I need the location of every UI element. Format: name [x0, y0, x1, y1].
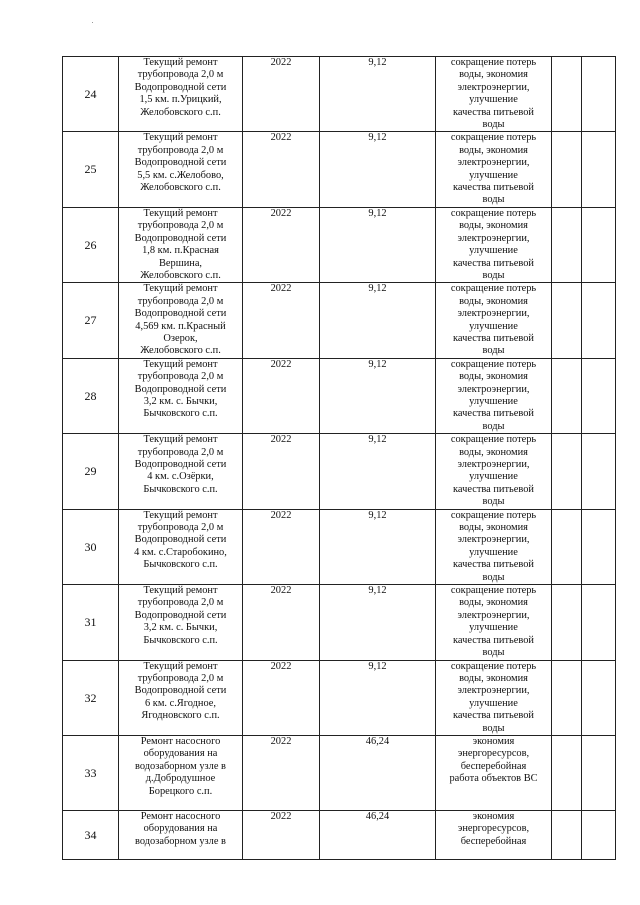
work-amount: 9,12 [320, 57, 436, 132]
empty-cell-2 [582, 283, 616, 358]
work-effect: сокращение потерь воды, экономия электроэнергии, улучшение качества питьевой воды [436, 434, 552, 509]
empty-cell-2 [582, 57, 616, 132]
empty-cell-1 [552, 735, 582, 810]
work-amount: 9,12 [320, 434, 436, 509]
row-number: 31 [63, 585, 119, 660]
work-year: 2022 [243, 735, 320, 810]
empty-cell-2 [582, 810, 616, 859]
table-row [63, 132, 616, 207]
table-row [63, 57, 616, 132]
work-description: Ремонт насосного оборудования на водозаборном узле в д.Добродушное Борецкого с.п. [119, 735, 243, 810]
table-row [63, 283, 616, 358]
work-year: 2022 [243, 660, 320, 735]
table-body [63, 57, 616, 860]
row-number: 32 [63, 660, 119, 735]
work-year: 2022 [243, 207, 320, 282]
empty-cell-2 [582, 132, 616, 207]
empty-cell-2 [582, 660, 616, 735]
empty-cell-1 [552, 660, 582, 735]
empty-cell-2 [582, 509, 616, 584]
work-amount: 46,24 [320, 810, 436, 859]
work-amount: 9,12 [320, 283, 436, 358]
work-amount: 9,12 [320, 509, 436, 584]
work-effect: сокращение потерь воды, экономия электроэнергии, улучшение качества питьевой воды [436, 660, 552, 735]
table-row [63, 660, 616, 735]
empty-cell-2 [582, 585, 616, 660]
work-description: Текущий ремонт трубопровода 2,0 м Водопроводной сети 4,569 км. п.Красный Озерок, Желобовского с.п. [119, 283, 243, 358]
work-amount: 46,24 [320, 735, 436, 810]
empty-cell-2 [582, 358, 616, 433]
table-row [63, 735, 616, 810]
work-year: 2022 [243, 434, 320, 509]
work-amount: 9,12 [320, 660, 436, 735]
empty-cell-1 [552, 207, 582, 282]
table-row [63, 585, 616, 660]
work-amount: 9,12 [320, 207, 436, 282]
work-year: 2022 [243, 509, 320, 584]
work-description: Текущий ремонт трубопровода 2,0 м Водопроводной сети 5,5 км. с.Желобово, Желобовского с.п. [119, 132, 243, 207]
table-row [63, 358, 616, 433]
work-description: Текущий ремонт трубопровода 2,0 м Водопроводной сети 1,8 км. п.Красная Вершина, Желобовского с.п. [119, 207, 243, 282]
table-row [63, 509, 616, 584]
work-year: 2022 [243, 283, 320, 358]
empty-cell-1 [552, 434, 582, 509]
work-effect: сокращение потерь воды, экономия электроэнергии, улучшение качества питьевой воды [436, 57, 552, 132]
work-effect: сокращение потерь воды, экономия электроэнергии, улучшение качества питьевой воды [436, 585, 552, 660]
work-effect: сокращение потерь воды, экономия электроэнергии, улучшение качества питьевой воды [436, 358, 552, 433]
row-number: 25 [63, 132, 119, 207]
row-number: 33 [63, 735, 119, 810]
work-year: 2022 [243, 810, 320, 859]
work-description: Текущий ремонт трубопровода 2,0 м Водопроводной сети 3,2 км. с. Бычки, Бычковского с.п. [119, 585, 243, 660]
empty-cell-2 [582, 207, 616, 282]
work-description: Текущий ремонт трубопровода 2,0 м Водопроводной сети 1,5 км. п.Урицкий, Желобовского с.п. [119, 57, 243, 132]
work-effect: сокращение потерь воды, экономия электроэнергии, улучшение качества питьевой воды [436, 509, 552, 584]
row-number: 27 [63, 283, 119, 358]
work-description: Текущий ремонт трубопровода 2,0 м Водопроводной сети 6 км. с.Ягодное, Ягодновского с.п. [119, 660, 243, 735]
table-row [63, 207, 616, 282]
row-number: 30 [63, 509, 119, 584]
work-effect: экономия энергоресурсов, бесперебойная [436, 810, 552, 859]
work-amount: 9,12 [320, 585, 436, 660]
empty-cell-1 [552, 132, 582, 207]
scan-mark [92, 22, 93, 23]
empty-cell-2 [582, 735, 616, 810]
empty-cell-2 [582, 434, 616, 509]
work-effect: сокращение потерь воды, экономия электроэнергии, улучшение качества питьевой воды [436, 207, 552, 282]
empty-cell-1 [552, 810, 582, 859]
work-description: Текущий ремонт трубопровода 2,0 м Водопроводной сети 4 км. с.Старобокино, Бычковского с.п. [119, 509, 243, 584]
work-year: 2022 [243, 358, 320, 433]
row-number: 26 [63, 207, 119, 282]
table-row [63, 434, 616, 509]
empty-cell-1 [552, 358, 582, 433]
work-amount: 9,12 [320, 132, 436, 207]
work-year: 2022 [243, 132, 320, 207]
works-table [62, 56, 616, 860]
work-description: Текущий ремонт трубопровода 2,0 м Водопроводной сети 3,2 км. с. Бычки, Бычковского с.п. [119, 358, 243, 433]
table-row [63, 810, 616, 859]
empty-cell-1 [552, 57, 582, 132]
work-effect: экономия энергоресурсов, бесперебойная работа объектов ВС [436, 735, 552, 810]
empty-cell-1 [552, 283, 582, 358]
work-year: 2022 [243, 57, 320, 132]
work-effect: сокращение потерь воды, экономия электроэнергии, улучшение качества питьевой воды [436, 132, 552, 207]
work-year: 2022 [243, 585, 320, 660]
row-number: 29 [63, 434, 119, 509]
work-amount: 9,12 [320, 358, 436, 433]
work-description: Текущий ремонт трубопровода 2,0 м Водопроводной сети 4 км. с.Озёрки, Бычковского с.п. [119, 434, 243, 509]
empty-cell-1 [552, 585, 582, 660]
row-number: 24 [63, 57, 119, 132]
work-description: Ремонт насосного оборудования на водозаборном узле в [119, 810, 243, 859]
empty-cell-1 [552, 509, 582, 584]
row-number: 28 [63, 358, 119, 433]
work-effect: сокращение потерь воды, экономия электроэнергии, улучшение качества питьевой воды [436, 283, 552, 358]
row-number: 34 [63, 810, 119, 859]
